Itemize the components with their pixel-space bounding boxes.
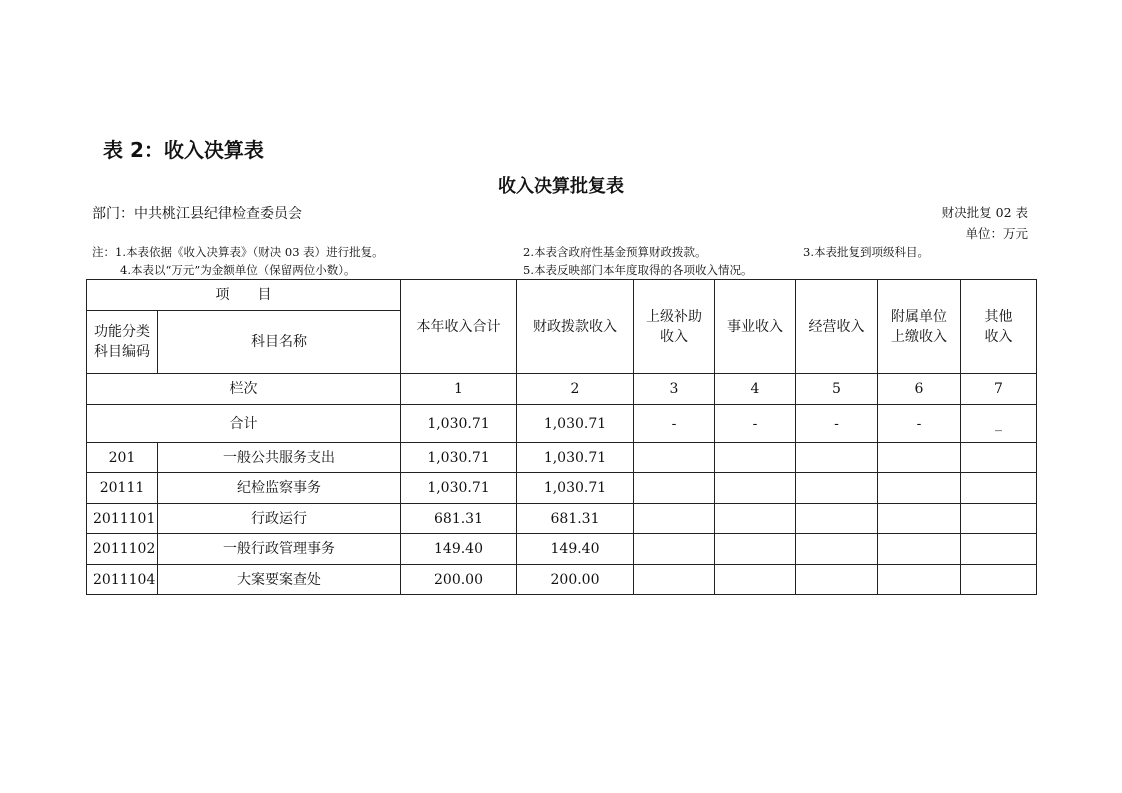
header-superior: 上级补助收入 <box>634 280 715 374</box>
row-fiscal: 200.00 <box>517 565 634 595</box>
header-total: 本年收入合计 <box>401 280 517 374</box>
total-operating: - <box>796 405 878 443</box>
row-total: 1,030.71 <box>401 473 517 504</box>
empty-cell <box>961 473 1037 504</box>
table-row <box>87 443 1037 473</box>
row-name: 大案要案查处 <box>158 565 401 595</box>
empty-cell <box>715 565 796 595</box>
department-label: 部门：中共桃江县纪律检查委员会 <box>92 206 302 222</box>
total-affiliated: - <box>878 405 961 443</box>
row-name: 行政运行 <box>158 504 401 534</box>
row-fiscal: 681.31 <box>517 504 634 534</box>
empty-cell <box>796 504 878 534</box>
header-item: 项 目 <box>87 280 401 311</box>
header-affiliated: 附属单位上缴收入 <box>878 280 961 374</box>
empty-cell <box>796 473 878 504</box>
total-fiscal: 1,030.71 <box>517 405 634 443</box>
note-5: 5.本表反映部门本年度取得的各项收入情况。 <box>523 263 753 277</box>
column-index-row <box>87 374 1037 405</box>
total-other: _ <box>961 405 1037 443</box>
empty-cell <box>634 473 715 504</box>
total-superior: - <box>634 405 715 443</box>
empty-cell <box>961 504 1037 534</box>
column-index-cell: 1 <box>401 374 517 405</box>
table-row <box>87 534 1037 565</box>
header-other: 其他收入 <box>961 280 1037 374</box>
table-title: 收入决算批复表 <box>498 176 624 197</box>
table-row <box>87 473 1037 504</box>
note-4: 4.本表以“万元”为金额单位（保留两位小数）。 <box>120 263 356 277</box>
total-row <box>87 405 1037 443</box>
note-1: 注：1.本表依据《收入决算表》（财决 03 表）进行批复。 <box>92 245 384 259</box>
row-code: 201 <box>87 443 158 473</box>
empty-cell <box>961 534 1037 565</box>
empty-cell <box>634 504 715 534</box>
row-name: 一般公共服务支出 <box>158 443 401 473</box>
header-operating: 经营收入 <box>796 280 878 374</box>
empty-cell <box>715 443 796 473</box>
note-3: 3.本表批复到项级科目。 <box>803 245 929 259</box>
header-row-1 <box>87 280 1037 311</box>
unit-label: 单位：万元 <box>965 226 1028 241</box>
row-name: 一般行政管理事务 <box>158 534 401 565</box>
form-number: 财决批复 02 表 <box>941 205 1028 220</box>
income-settlement-table <box>86 279 1037 595</box>
total-business: - <box>715 405 796 443</box>
empty-cell <box>796 534 878 565</box>
header-code: 功能分类科目编码 <box>87 311 158 374</box>
empty-cell <box>878 443 961 473</box>
column-index-cell: 6 <box>878 374 961 405</box>
header-business: 事业收入 <box>715 280 796 374</box>
column-index-cell: 5 <box>796 374 878 405</box>
column-index-cell: 4 <box>715 374 796 405</box>
row-total: 681.31 <box>401 504 517 534</box>
row-code: 2011104 <box>87 565 158 595</box>
empty-cell <box>634 534 715 565</box>
row-total: 149.40 <box>401 534 517 565</box>
empty-cell <box>961 443 1037 473</box>
empty-cell <box>878 565 961 595</box>
empty-cell <box>796 443 878 473</box>
empty-cell <box>634 565 715 595</box>
note-2: 2.本表含政府性基金预算财政拨款。 <box>523 245 707 259</box>
row-code: 20111 <box>87 473 158 504</box>
row-fiscal: 1,030.71 <box>517 443 634 473</box>
row-name: 纪检监察事务 <box>158 473 401 504</box>
column-index-cell: 2 <box>517 374 634 405</box>
empty-cell <box>715 534 796 565</box>
empty-cell <box>796 565 878 595</box>
column-index-cell: 7 <box>961 374 1037 405</box>
total-amount: 1,030.71 <box>401 405 517 443</box>
table-row <box>87 565 1037 595</box>
row-code: 2011102 <box>87 534 158 565</box>
empty-cell <box>715 473 796 504</box>
column-index-cell: 3 <box>634 374 715 405</box>
empty-cell <box>715 504 796 534</box>
empty-cell <box>634 443 715 473</box>
row-total: 1,030.71 <box>401 443 517 473</box>
empty-cell <box>878 473 961 504</box>
column-index-label: 栏次 <box>87 374 401 405</box>
row-total: 200.00 <box>401 565 517 595</box>
row-code: 2011101 <box>87 504 158 534</box>
header-fiscal: 财政拨款收入 <box>517 280 634 374</box>
row-fiscal: 1,030.71 <box>517 473 634 504</box>
empty-cell <box>878 534 961 565</box>
section-heading: 表 2：收入决算表 <box>103 138 264 162</box>
empty-cell <box>961 565 1037 595</box>
header-name: 科目名称 <box>158 311 401 374</box>
total-label: 合计 <box>87 405 401 443</box>
empty-cell <box>878 504 961 534</box>
row-fiscal: 149.40 <box>517 534 634 565</box>
table-row <box>87 504 1037 534</box>
